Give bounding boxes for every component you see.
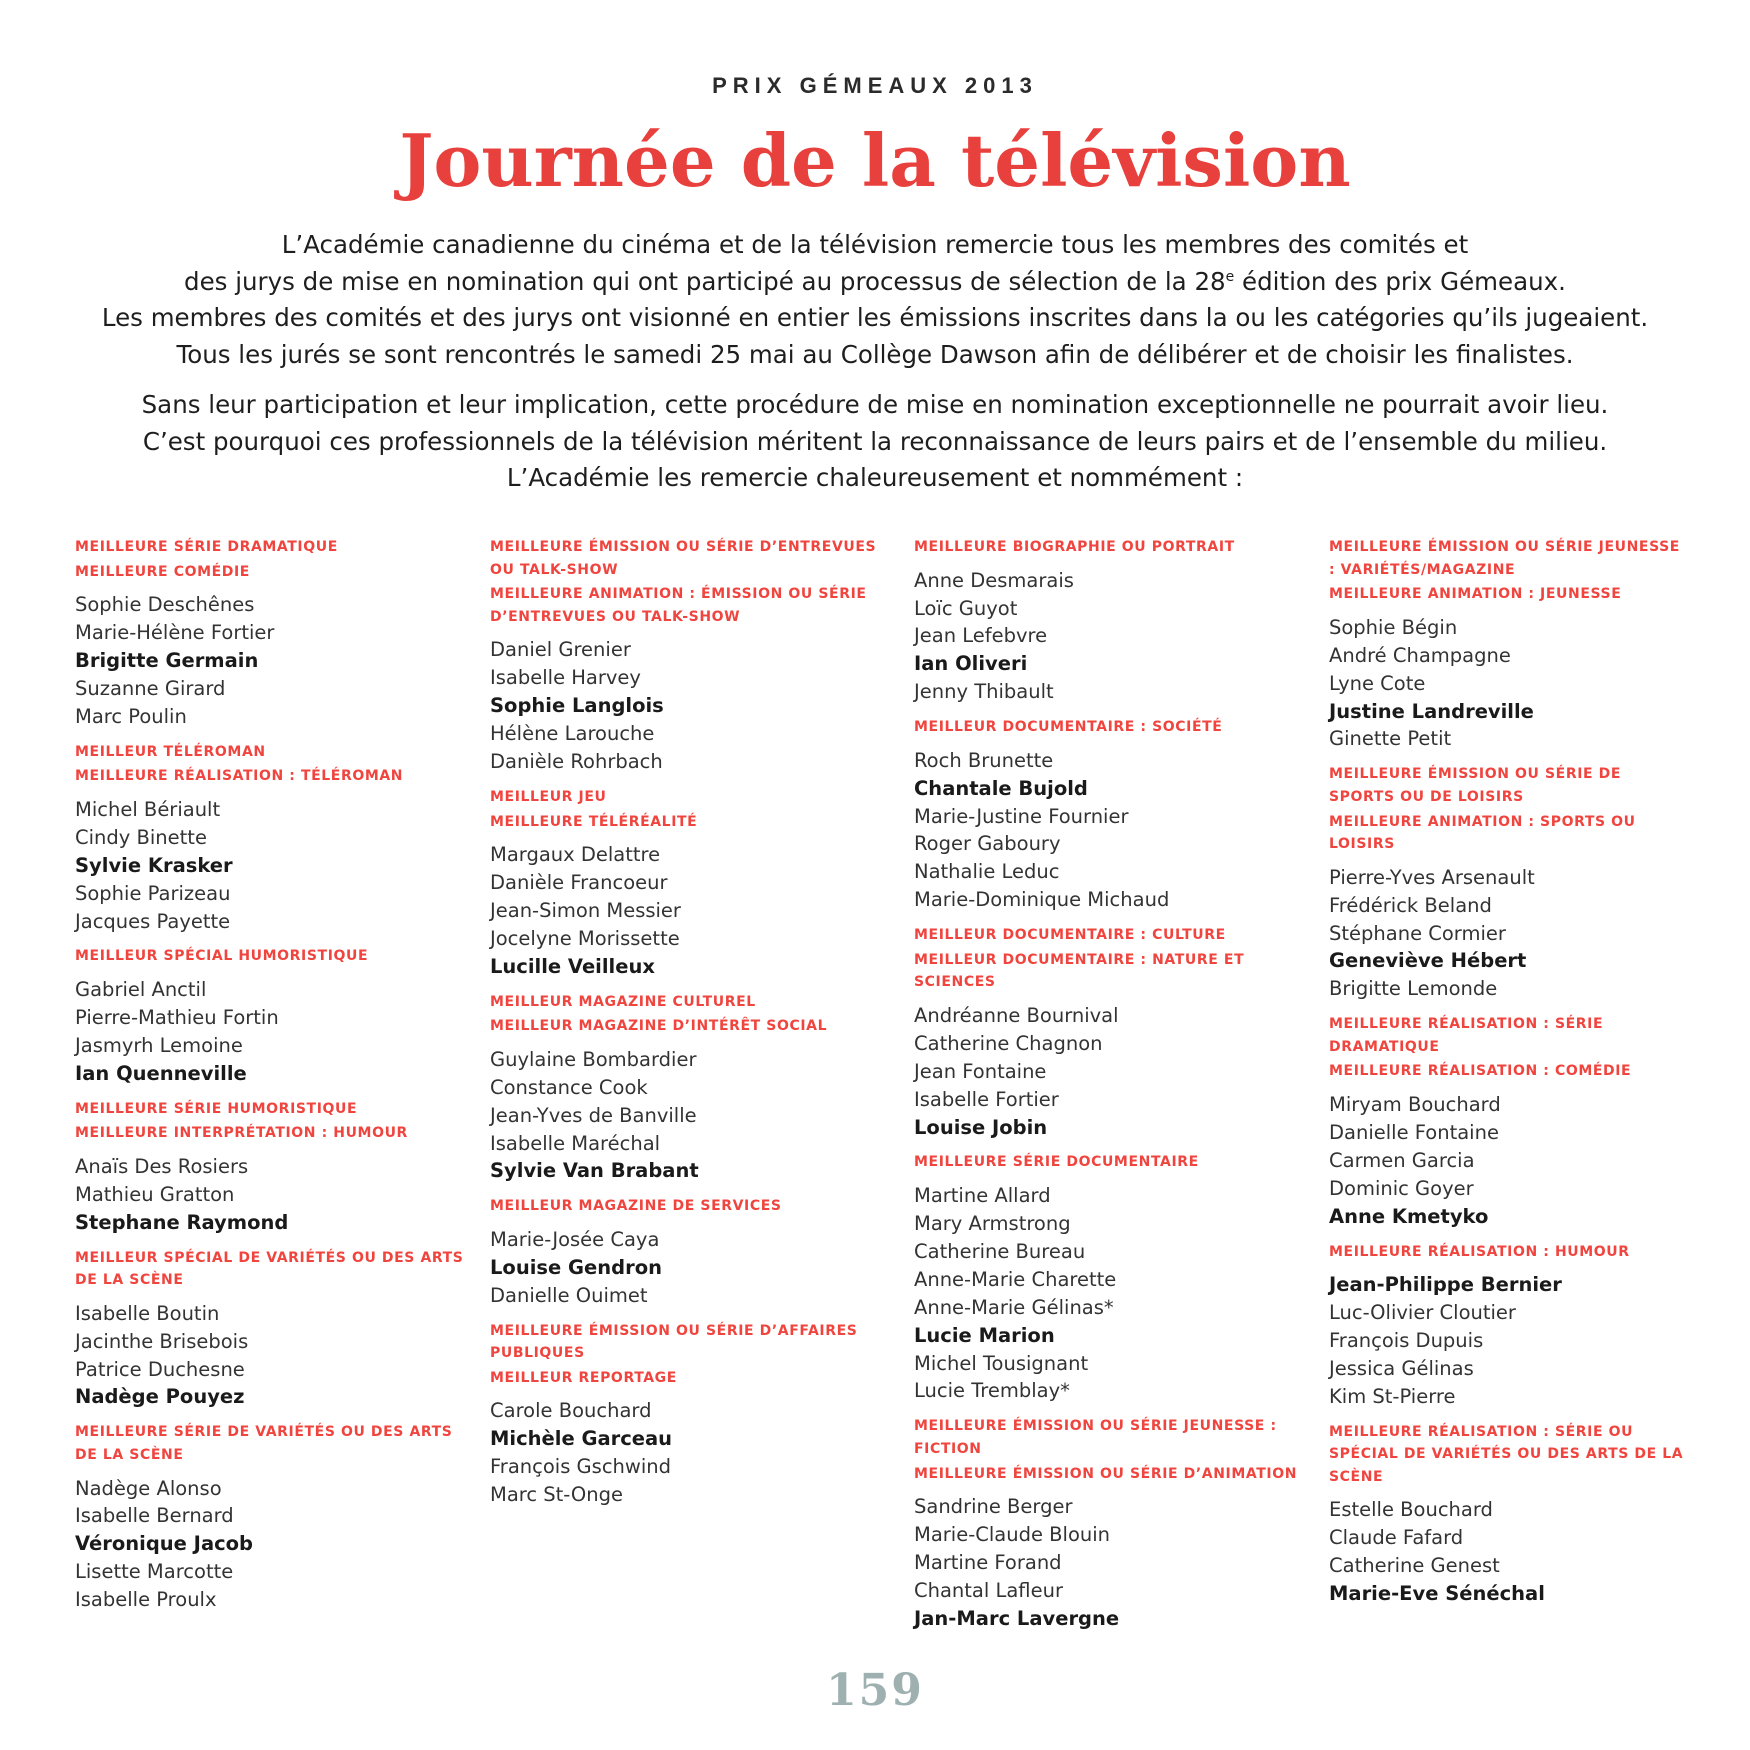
category-heading: MEILLEURE SÉRIE HUMORISTIQUE — [75, 1100, 358, 1117]
jury-member-name: Isabelle Harvey — [490, 666, 641, 690]
jury-member-name: Isabelle Maréchal — [490, 1131, 661, 1155]
jury-member-name: Sophie Bégin — [1329, 615, 1458, 639]
intro-line: L’Académie canadienne du cinéma et de la télévision remercie tous les membres des comités et — [281, 230, 1469, 259]
jury-group — [75, 1247, 475, 1412]
jury-group — [75, 536, 475, 731]
jury-president-name: Brigitte Germain — [75, 649, 259, 672]
jury-president-name: Anne Kmetyko — [1329, 1204, 1489, 1228]
jury-president-name: Jean-Philippe Bernier — [1329, 1273, 1562, 1297]
category-heading: MEILLEURE ÉMISSION OU SÉRIE JEUNESSE : VARIÉTÉS/MAGAZINE — [1329, 539, 1680, 578]
category-heading: MEILLEURE TÉLÉRÉALITÉ — [490, 813, 698, 830]
intro-line-part: des jurys de mise en nomination qui ont participé au processus de sélection de la 28 — [184, 266, 1226, 296]
jury-member-name: Stéphane Cormier — [1329, 921, 1506, 945]
category-heading: MEILLEURE SÉRIE DRAMATIQUE — [75, 539, 338, 555]
intro-line: L’Académie les remercie chaleureusement et nommément : — [506, 463, 1244, 492]
jury-president-name: Sophie Langlois — [490, 694, 664, 718]
jury-president-name: Sylvie Van Brabant — [490, 1159, 699, 1183]
jury-member-name: Isabelle Fortier — [914, 1087, 1059, 1111]
jury-group — [490, 786, 890, 981]
jury-member-name: Estelle Bouchard — [1329, 1498, 1493, 1522]
jury-member-name: Lucie Tremblay* — [914, 1379, 1070, 1403]
jury-group — [490, 1195, 890, 1309]
jury-member-name: Pierre-Mathieu Fortin — [75, 1005, 279, 1029]
jury-president-name: Véronique Jacob — [75, 1532, 254, 1556]
jury-member-name: Marie-Justine Fournier — [914, 804, 1129, 828]
page-number: 159 — [826, 1665, 924, 1716]
category-heading: MEILLEUR DOCUMENTAIRE : NATURE ET SCIENCES — [914, 951, 1245, 991]
ordinal-superscript: e — [1225, 268, 1235, 285]
jury-group — [1329, 1421, 1689, 1608]
jury-member-name: Michel Bériault — [75, 797, 221, 821]
category-heading: MEILLEUR REPORTAGE — [490, 1369, 677, 1386]
category-heading: MEILLEURE ÉMISSION OU SÉRIE D’ENTREVUES OU TALK-SHOW — [490, 539, 877, 578]
jury-member-name: Jenny Thibault — [914, 680, 1054, 704]
jury-member-name: Marc St-Onge — [490, 1483, 623, 1507]
jury-member-name: Isabelle Proulx — [75, 1588, 217, 1612]
category-heading: MEILLEUR SPÉCIAL DE VARIÉTÉS OU DES ARTS DE LA SCÈNE — [75, 1249, 464, 1289]
jury-group — [75, 741, 475, 936]
jury-member-name: Jean-Simon Messier — [490, 898, 681, 922]
jury-member-name: Roger Gaboury — [914, 832, 1061, 856]
category-heading: MEILLEURE RÉALISATION : TÉLÉROMAN — [75, 768, 404, 785]
jury-group — [75, 1421, 475, 1614]
jury-member-name: Dominic Goyer — [1329, 1176, 1474, 1200]
jury-group — [1329, 763, 1689, 1003]
jury-member-name: Roch Brunette — [914, 748, 1054, 772]
jury-president-name: Justine Landreville — [1329, 699, 1534, 723]
category-heading: MEILLEURE SÉRIE DE VARIÉTÉS OU DES ARTS DE LA SCÈNE — [75, 1424, 453, 1463]
jury-group — [75, 945, 475, 1087]
category-heading: MEILLEURE ÉMISSION OU SÉRIE D’AFFAIRES PUBLIQUES — [490, 1322, 858, 1362]
jury-president-name: Jan-Marc Lavergne — [914, 1606, 1120, 1630]
jury-member-name: Danielle Ouimet — [490, 1283, 648, 1307]
jury-president-name: Geneviève Hébert — [1329, 949, 1527, 973]
jury-member-name: Patrice Duchesne — [75, 1357, 245, 1381]
jury-member-name: Nadège Alonso — [75, 1476, 222, 1500]
jury-member-name: Marie-Dominique Michaud — [914, 888, 1170, 912]
jury-column-3 — [914, 536, 1314, 1643]
jury-group — [914, 716, 1314, 914]
jury-member-name: Carole Bouchard — [490, 1399, 652, 1423]
jury-member-name: Luc-Olivier Cloutier — [1329, 1301, 1516, 1325]
jury-president-name: Michèle Garceau — [490, 1427, 673, 1451]
jury-member-name: Nathalie Leduc — [914, 860, 1060, 884]
jury-member-name: Pierre-Yves Arsenault — [1329, 865, 1535, 889]
jury-member-name: Suzanne Girard — [75, 676, 226, 700]
jury-member-name: Andréanne Bournival — [914, 1003, 1119, 1027]
jury-member-name: Claude Fafard — [1329, 1526, 1464, 1550]
category-heading: MEILLEURE RÉALISATION : SÉRIE OU SPÉCIAL DE VARIÉTÉS OU DES ARTS DE LA SCÈNE — [1329, 1423, 1684, 1485]
jury-member-name: Isabelle Boutin — [75, 1301, 220, 1325]
intro-line-part: édition des prix Gémeaux. — [1234, 266, 1566, 296]
jury-member-name: Frédérick Beland — [1329, 893, 1492, 917]
jury-president-name: Lucille Veilleux — [490, 954, 655, 978]
category-heading: MEILLEUR JEU — [490, 788, 607, 805]
category-heading: MEILLEURE ÉMISSION OU SÉRIE JEUNESSE : FICTION — [914, 1418, 1277, 1457]
jury-member-name: Constance Cook — [490, 1075, 648, 1099]
jury-president-name: Nadège Pouyez — [75, 1385, 245, 1409]
jury-member-name: Marie-Josée Caya — [490, 1227, 660, 1251]
jury-president-name: Chantale Bujold — [914, 776, 1088, 800]
jury-member-name: Danielle Fontaine — [1329, 1120, 1499, 1144]
jury-member-name: Catherine Chagnon — [914, 1031, 1103, 1055]
jury-group — [75, 1098, 475, 1237]
jury-member-name: Daniel Grenier — [490, 638, 631, 662]
jury-group — [490, 1320, 890, 1509]
jury-member-name: Danièle Francoeur — [490, 871, 668, 894]
jury-member-name: Martine Allard — [914, 1184, 1051, 1208]
jury-member-name: Brigitte Lemonde — [1329, 977, 1498, 1001]
category-heading: MEILLEURE BIOGRAPHIE OU PORTRAIT — [914, 539, 1235, 555]
category-heading: MEILLEUR SPÉCIAL HUMORISTIQUE — [75, 948, 369, 965]
jury-member-name: Anne Desmarais — [914, 568, 1074, 592]
jury-group — [1329, 536, 1689, 753]
jury-member-name: Marie-Hélène Fortier — [75, 621, 275, 645]
jury-group — [914, 924, 1314, 1141]
category-heading: MEILLEURE ÉMISSION OU SÉRIE DE SPORTS OU DE LOISIRS — [1329, 766, 1622, 805]
category-heading: MEILLEURE ANIMATION : JEUNESSE — [1329, 586, 1622, 603]
jury-member-name: Chantal Lafleur — [914, 1578, 1063, 1602]
jury-member-name: Lisette Marcotte — [75, 1560, 234, 1584]
jury-president-name: Louise Gendron — [490, 1255, 662, 1279]
jury-member-name: François Dupuis — [1329, 1328, 1484, 1352]
jury-column-2 — [490, 536, 890, 1519]
jury-member-name: Margaux Delattre — [490, 843, 661, 867]
jury-member-name: André Champagne — [1329, 643, 1511, 667]
jury-member-name: Sandrine Berger — [914, 1495, 1073, 1519]
jury-member-name: Ginette Petit — [1329, 727, 1452, 751]
jury-president-name: Stephane Raymond — [75, 1210, 289, 1234]
jury-member-name: Anaïs Des Rosiers — [75, 1154, 249, 1178]
jury-member-name: Jean Lefebvre — [914, 624, 1048, 648]
jury-member-name: Carmen Garcia — [1329, 1148, 1475, 1172]
jury-member-name: Hélène Larouche — [490, 722, 655, 746]
jury-group — [490, 536, 890, 776]
page-title: Journée de la télévision — [399, 118, 1351, 203]
jury-member-name: Catherine Genest — [1329, 1554, 1500, 1578]
jury-member-name: Jean-Yves de Banville — [490, 1103, 697, 1127]
category-heading: MEILLEURE INTERPRÉTATION : HUMOUR — [75, 1125, 408, 1142]
jury-president-name: Lucie Marion — [914, 1323, 1055, 1347]
jury-member-name: Martine Forand — [914, 1550, 1062, 1574]
category-heading: MEILLEUR MAGAZINE CULTUREL — [490, 993, 756, 1010]
jury-member-name: Isabelle Bernard — [75, 1504, 234, 1528]
jury-president-name: Louise Jobin — [914, 1115, 1048, 1139]
jury-member-name: Cindy Binette — [75, 825, 207, 849]
jury-member-name: Jocelyne Morissette — [490, 926, 680, 950]
category-heading: MEILLEUR MAGAZINE D’INTÉRÊT SOCIAL — [490, 1018, 828, 1035]
jury-member-name: Sophie Parizeau — [75, 881, 231, 905]
jury-member-name: Mary Armstrong — [914, 1211, 1071, 1235]
jury-member-name: Anne-Marie Gélinas* — [914, 1295, 1114, 1319]
jury-group — [914, 1415, 1314, 1632]
category-heading: MEILLEURE RÉALISATION : COMÉDIE — [1329, 1063, 1632, 1080]
jury-member-name: Lyne Cote — [1329, 671, 1426, 695]
category-heading: MEILLEURE SÉRIE DOCUMENTAIRE — [914, 1154, 1199, 1171]
jury-member-name: Miryam Bouchard — [1329, 1093, 1501, 1116]
jury-member-name: François Gschwind — [490, 1455, 672, 1479]
intro-line: C’est pourquoi ces professionnels de la télévision méritent la reconnaissance de leurs pairs et de l’ensemble du milieu. — [142, 426, 1608, 456]
jury-group — [1329, 1013, 1689, 1230]
jury-member-name: Sophie Deschênes — [75, 593, 255, 617]
category-heading: MEILLEUR MAGAZINE DE SERVICES — [490, 1198, 782, 1215]
category-heading: MEILLEURE RÉALISATION : SÉRIE DRAMATIQUE — [1329, 1016, 1604, 1055]
jury-president-name: Sylvie Krasker — [75, 853, 233, 877]
jury-member-name: Guylaine Bombardier — [490, 1047, 697, 1071]
intro-text — [60, 227, 1690, 497]
jury-member-name: Gabriel Anctil — [75, 978, 207, 1002]
jury-column-4 — [1329, 536, 1689, 1618]
jury-member-name: Jacques Payette — [75, 909, 231, 933]
jury-member-name: Kim St-Pierre — [1329, 1384, 1456, 1408]
jury-president-name: Marie-Eve Sénéchal — [1329, 1582, 1545, 1606]
intro-line: Tous les jurés se sont rencontrés le samedi 25 mai au Collège Dawson afin de délibérer et de choisir les finalistes. — [176, 339, 1574, 369]
category-heading: MEILLEURE RÉALISATION : HUMOUR — [1329, 1243, 1630, 1260]
category-heading: MEILLEURE ÉMISSION OU SÉRIE D’ANIMATION — [914, 1465, 1298, 1482]
category-heading: MEILLEUR TÉLÉROMAN — [75, 743, 266, 760]
intro-line — [60, 264, 1690, 301]
jury-member-name: Michel Tousignant — [914, 1351, 1089, 1375]
jury-column-1 — [75, 536, 475, 1624]
category-heading: MEILLEUR DOCUMENTAIRE : SOCIÉTÉ — [914, 719, 1223, 736]
jury-group — [914, 536, 1314, 706]
jury-member-name: Jean Fontaine — [914, 1059, 1047, 1083]
jury-member-name: Marc Poulin — [75, 704, 187, 728]
jury-president-name: Ian Quenneville — [75, 1061, 247, 1085]
intro-line: Les membres des comités et des jurys ont visionné en entier les émissions inscrites dans la ou les catégories qu’ils jugeaient. — [101, 303, 1649, 332]
category-heading: MEILLEURE ANIMATION : ÉMISSION OU SÉRIE D’ENTREVUES OU TALK-SHOW — [490, 586, 867, 625]
jury-member-name: Catherine Bureau — [914, 1239, 1086, 1263]
category-heading: MEILLEURE ANIMATION : SPORTS OU LOISIRS — [1329, 813, 1636, 853]
jury-member-name: Anne-Marie Charette — [914, 1267, 1117, 1291]
jury-member-name: Mathieu Gratton — [75, 1182, 235, 1206]
jury-group — [914, 1151, 1314, 1405]
jury-president-name: Ian Oliveri — [914, 652, 1028, 676]
jury-group — [1329, 1241, 1689, 1411]
category-heading: MEILLEUR DOCUMENTAIRE : CULTURE — [914, 927, 1226, 944]
jury-group — [490, 991, 890, 1186]
jury-member-name: Loïc Guyot — [914, 596, 1018, 620]
header-kicker: PRIX GÉMEAUX 2013 — [712, 73, 1038, 98]
intro-line: Sans leur participation et leur implication, cette procédure de mise en nomination exceptionnelle ne pourrait avoir lieu. — [141, 390, 1609, 419]
category-heading: MEILLEURE COMÉDIE — [75, 563, 250, 580]
jury-member-name: Marie-Claude Blouin — [914, 1523, 1111, 1546]
jury-member-name: Jacinthe Brisebois — [75, 1329, 249, 1353]
jury-member-name: Danièle Rohrbach — [490, 750, 663, 773]
jury-member-name: Jasmyrh Lemoine — [75, 1033, 243, 1057]
jury-member-name: Jessica Gélinas — [1329, 1356, 1474, 1380]
